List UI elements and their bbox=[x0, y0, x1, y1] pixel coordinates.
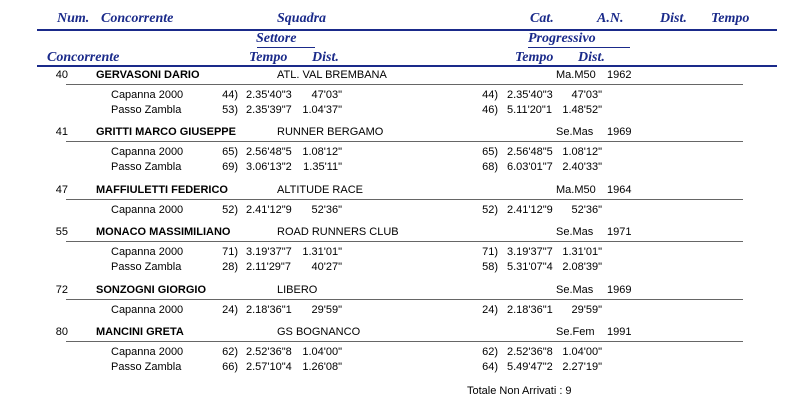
athlete-separator bbox=[66, 241, 743, 242]
split-prog-rank: 64) bbox=[482, 361, 498, 373]
athlete-name: MAFFIULETTI FEDERICO bbox=[96, 184, 228, 196]
athlete-separator bbox=[66, 141, 743, 142]
split-rank: 62) bbox=[222, 346, 238, 358]
athlete-num: 72 bbox=[55, 284, 68, 296]
split-time: 2.56'48"5 bbox=[246, 146, 292, 158]
split-prog-rank: 24) bbox=[482, 304, 498, 316]
split-dist: 1.04'37" bbox=[302, 104, 342, 116]
split-prog-dist: 1.31'01" bbox=[562, 246, 602, 258]
split-dist: 40'27" bbox=[311, 261, 342, 273]
athlete-name: GERVASONI DARIO bbox=[96, 69, 200, 81]
split-prog-dist: 1.04'00" bbox=[562, 346, 602, 358]
split-prog-time: 2.56'48"5 bbox=[507, 146, 553, 158]
athlete-num: 55 bbox=[55, 226, 68, 238]
header-cat: Cat. bbox=[530, 11, 554, 26]
athlete-name: GRITTI MARCO GIUSEPPE bbox=[96, 126, 236, 138]
athlete-team: GS BOGNANCO bbox=[277, 326, 361, 338]
split-prog-rank: 62) bbox=[482, 346, 498, 358]
split-prog-rank: 52) bbox=[482, 204, 498, 216]
athlete-year: 1991 bbox=[607, 326, 632, 338]
header-an: A.N. bbox=[597, 11, 624, 26]
athlete-category: Ma.M50 bbox=[556, 184, 596, 196]
split-time: 3.19'37"7 bbox=[246, 246, 292, 258]
split-dist: 1.08'12" bbox=[302, 146, 342, 158]
split-time: 2.35'40"3 bbox=[246, 89, 292, 101]
split-prog-rank: 58) bbox=[482, 261, 498, 273]
split-rank: 69) bbox=[222, 161, 238, 173]
header-tempo: Tempo bbox=[711, 11, 750, 26]
split-rank: 44) bbox=[222, 89, 238, 101]
athlete-team: RUNNER BERGAMO bbox=[277, 126, 384, 138]
split-prog-rank: 46) bbox=[482, 104, 498, 116]
header-squadra: Squadra bbox=[277, 11, 327, 26]
athlete-year: 1971 bbox=[607, 226, 632, 238]
athlete-category: Se.Mas bbox=[556, 284, 594, 296]
split-place: Capanna 2000 bbox=[111, 246, 184, 258]
split-rank: 71) bbox=[222, 246, 238, 258]
split-prog-time: 3.19'37"7 bbox=[507, 246, 553, 258]
athlete-category: Se.Mas bbox=[556, 226, 594, 238]
split-time: 2.52'36"8 bbox=[246, 346, 292, 358]
athlete-category: Se.Mas bbox=[556, 126, 594, 138]
athlete-category: Ma.M50 bbox=[556, 69, 596, 81]
split-prog-time: 5.31'07"4 bbox=[507, 261, 553, 273]
header-dist: Dist. bbox=[660, 11, 687, 26]
split-prog-time: 2.52'36"8 bbox=[507, 346, 553, 358]
athlete-name: MONACO MASSIMILIANO bbox=[96, 226, 231, 238]
split-dist: 52'36" bbox=[311, 204, 342, 216]
athlete-separator bbox=[66, 199, 743, 200]
split-time: 2.18'36"1 bbox=[246, 304, 292, 316]
split-dist: 1.31'01" bbox=[302, 246, 342, 258]
split-dist: 47'03" bbox=[311, 89, 342, 101]
split-time: 2.57'10"4 bbox=[246, 361, 292, 373]
split-prog-dist: 2.08'39" bbox=[562, 261, 602, 273]
split-time: 2.11'29"7 bbox=[246, 261, 291, 273]
totale-non-arrivati: Totale Non Arrivati : 9 bbox=[467, 385, 572, 397]
athlete-separator bbox=[66, 84, 743, 85]
split-rank: 65) bbox=[222, 146, 238, 158]
split-rank: 52) bbox=[222, 204, 238, 216]
split-dist: 29'59" bbox=[311, 304, 342, 316]
header-concorrente-sub: Concorrente bbox=[47, 50, 120, 65]
split-time: 3.06'13"2 bbox=[246, 161, 292, 173]
header-num: Num. bbox=[57, 11, 90, 26]
athlete-num: 40 bbox=[55, 69, 68, 81]
split-place: Capanna 2000 bbox=[111, 346, 184, 358]
split-prog-dist: 2.40'33" bbox=[562, 161, 602, 173]
split-place: Passo Zambla bbox=[111, 161, 182, 173]
split-prog-rank: 44) bbox=[482, 89, 498, 101]
split-dist: 1.04'00" bbox=[302, 346, 342, 358]
athlete-separator bbox=[66, 299, 743, 300]
split-prog-rank: 65) bbox=[482, 146, 498, 158]
split-prog-dist: 47'03" bbox=[571, 89, 602, 101]
split-prog-dist: 2.27'19" bbox=[562, 361, 602, 373]
header-prog-dist: Dist. bbox=[578, 50, 605, 65]
split-prog-time: 2.18'36"1 bbox=[507, 304, 553, 316]
split-prog-dist: 1.08'12" bbox=[562, 146, 602, 158]
athlete-num: 80 bbox=[55, 326, 68, 338]
athlete-year: 1969 bbox=[607, 284, 632, 296]
athlete-team: ATL. VAL BREMBANA bbox=[277, 69, 387, 81]
split-time: 2.35'39"7 bbox=[246, 104, 292, 116]
split-place: Passo Zambla bbox=[111, 361, 182, 373]
split-place: Capanna 2000 bbox=[111, 146, 184, 158]
athlete-name: SONZOGNI GIORGIO bbox=[96, 284, 207, 296]
header-settore: Settore bbox=[256, 31, 297, 46]
header-progressivo: Progressivo bbox=[528, 31, 596, 46]
split-prog-time: 2.41'12"9 bbox=[507, 204, 553, 216]
header-settore-tempo: Tempo bbox=[249, 50, 288, 65]
athlete-year: 1964 bbox=[607, 184, 632, 196]
header-settore-dist: Dist. bbox=[312, 50, 339, 65]
split-prog-dist: 1.48'52" bbox=[562, 104, 602, 116]
split-prog-dist: 52'36" bbox=[571, 204, 602, 216]
split-dist: 1.35'11" bbox=[303, 161, 342, 173]
split-time: 2.41'12"9 bbox=[246, 204, 292, 216]
athlete-num: 41 bbox=[55, 126, 68, 138]
split-dist: 1.26'08" bbox=[302, 361, 342, 373]
split-prog-rank: 71) bbox=[482, 246, 498, 258]
athlete-name: MANCINI GRETA bbox=[96, 326, 184, 338]
split-rank: 24) bbox=[222, 304, 238, 316]
split-place: Capanna 2000 bbox=[111, 89, 184, 101]
split-place: Passo Zambla bbox=[111, 261, 182, 273]
athlete-separator bbox=[66, 341, 743, 342]
athlete-num: 47 bbox=[55, 184, 68, 196]
split-place: Capanna 2000 bbox=[111, 204, 184, 216]
athlete-category: Se.Fem bbox=[556, 326, 595, 338]
athlete-team: ALTITUDE RACE bbox=[277, 184, 363, 196]
athlete-year: 1962 bbox=[607, 69, 632, 81]
athlete-team: ROAD RUNNERS CLUB bbox=[277, 226, 399, 238]
split-place: Capanna 2000 bbox=[111, 304, 184, 316]
split-prog-time: 6.03'01"7 bbox=[507, 161, 553, 173]
split-prog-rank: 68) bbox=[482, 161, 498, 173]
athlete-year: 1969 bbox=[607, 126, 632, 138]
split-prog-time: 5.49'47"2 bbox=[507, 361, 553, 373]
athlete-team: LIBERO bbox=[277, 284, 318, 296]
split-rank: 66) bbox=[222, 361, 238, 373]
split-place: Passo Zambla bbox=[111, 104, 182, 116]
split-rank: 53) bbox=[222, 104, 238, 116]
split-rank: 28) bbox=[222, 261, 238, 273]
split-prog-time: 2.35'40"3 bbox=[507, 89, 553, 101]
split-prog-dist: 29'59" bbox=[571, 304, 602, 316]
header-prog-tempo: Tempo bbox=[515, 50, 554, 65]
header-concorrente: Concorrente bbox=[101, 11, 174, 26]
split-prog-time: 5.11'20"1 bbox=[507, 104, 552, 116]
